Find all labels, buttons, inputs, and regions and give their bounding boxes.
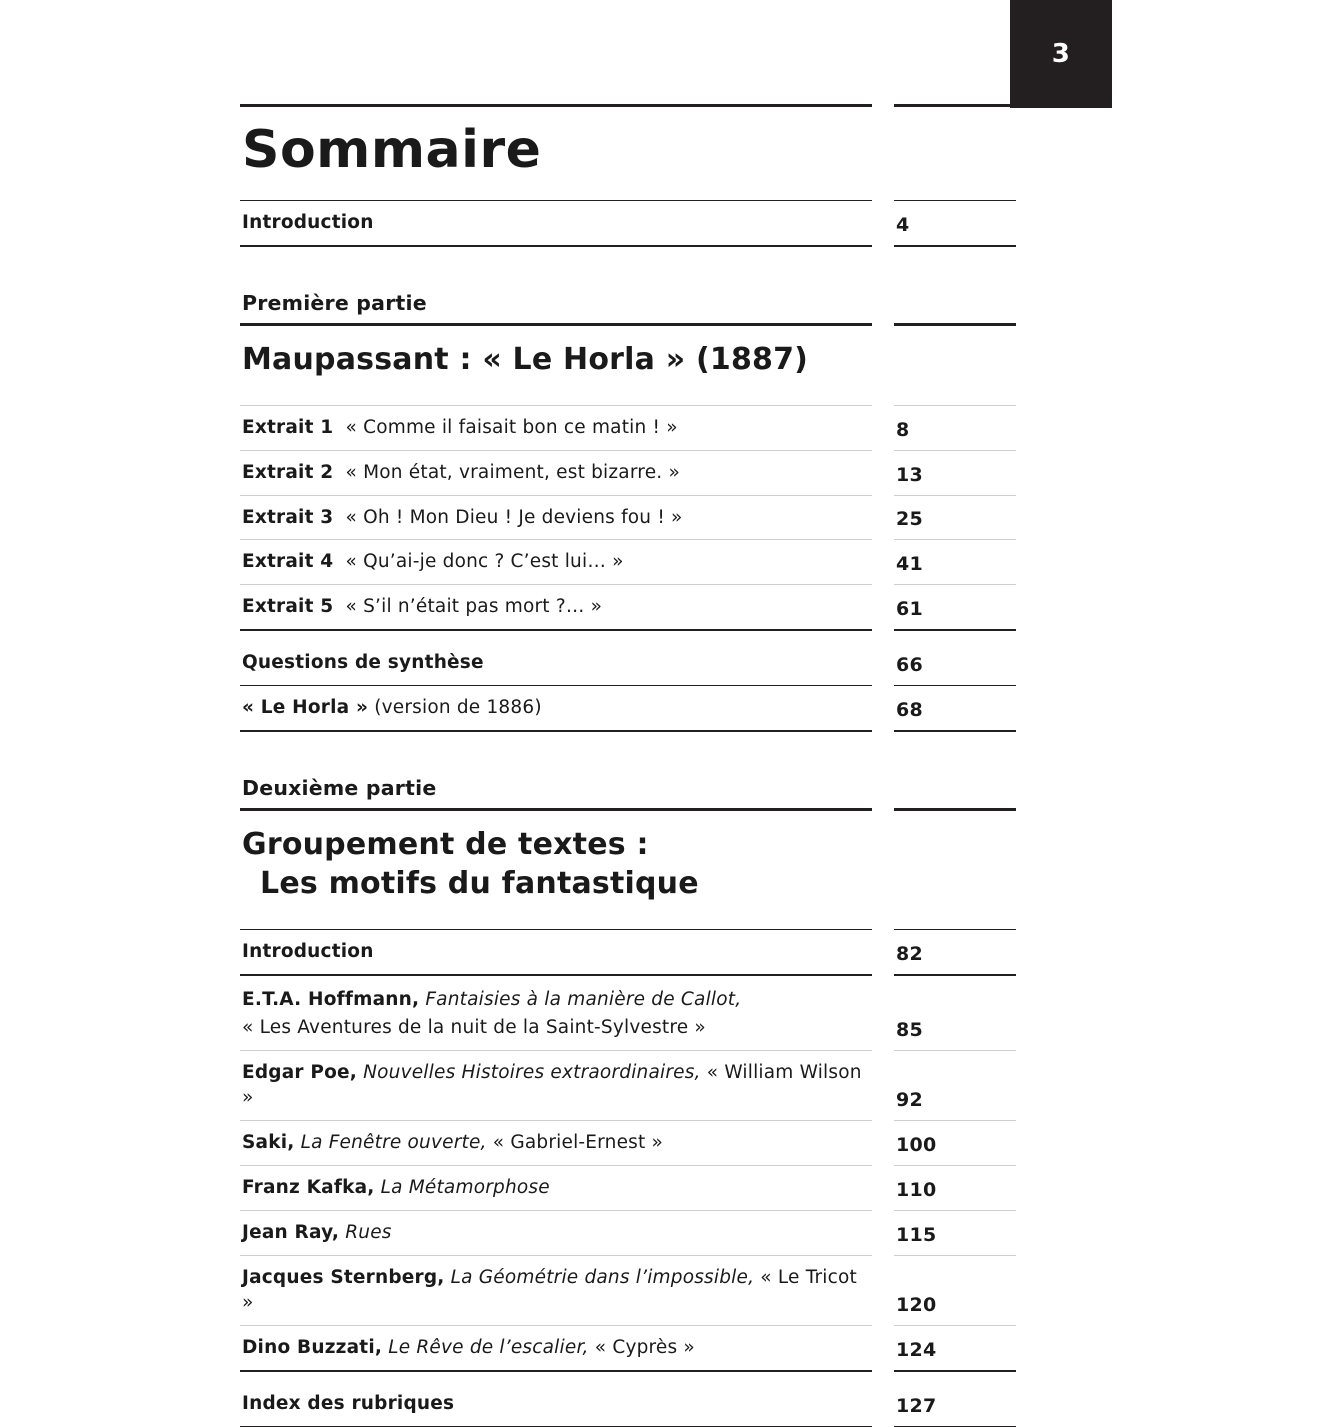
rule-right xyxy=(894,1165,1016,1166)
rule-right xyxy=(894,405,1016,406)
part2-title-line1: Groupement de textes : xyxy=(242,826,649,862)
entry-author: E.T.A. Hoffmann, xyxy=(242,988,420,1010)
entry-prefix: Extrait 3 xyxy=(242,506,334,528)
entry-text xyxy=(240,1166,862,1210)
entry-text xyxy=(240,976,862,1051)
entry-work: La Métamorphose xyxy=(374,1177,550,1199)
rule-right xyxy=(894,539,1016,540)
entry-work: Rues xyxy=(339,1222,392,1244)
toc-entry-jean-ray[interactable] xyxy=(240,1211,1016,1255)
toc-entry-extrait-1[interactable] xyxy=(240,406,1016,450)
entry-page: 115 xyxy=(896,1224,937,1247)
part1-label: Première partie xyxy=(242,290,427,315)
entry-text xyxy=(240,406,862,450)
rule-right xyxy=(894,1210,1016,1211)
rule-gap xyxy=(872,104,894,107)
entry-work: La Géométrie dans l’impossible, xyxy=(444,1267,755,1289)
entry-text xyxy=(240,686,862,730)
rule-right xyxy=(894,730,1016,732)
entry-page: 8 xyxy=(896,418,910,441)
rule-right xyxy=(894,450,1016,451)
entry-prefix: Extrait 2 xyxy=(242,461,334,483)
rule-left xyxy=(240,730,872,732)
entry-title: « Mon état, vraiment, est bizarre. » xyxy=(345,461,680,483)
entry-title: « Oh ! Mon Dieu ! Je deviens fou ! » xyxy=(345,506,683,528)
rules xyxy=(240,1370,1016,1372)
entry-extra: « Le Tricot » xyxy=(242,1267,857,1314)
entry-label: Index des rubriques xyxy=(242,1392,455,1414)
rule-right xyxy=(894,245,1016,247)
entry-extra: « Gabriel-Ernest » xyxy=(486,1132,664,1154)
toc-entry-introduction[interactable] xyxy=(240,201,1016,245)
entry-text xyxy=(240,585,862,629)
toc-entry-index-des-rubriques[interactable] xyxy=(240,1382,1016,1426)
entry-text xyxy=(240,1051,862,1120)
entry-title: « Qu’ai-je donc ? C’est lui… » xyxy=(345,551,624,573)
entry-prefix: Extrait 5 xyxy=(242,596,334,618)
entry-author: Jacques Sternberg, xyxy=(242,1267,445,1289)
part1-title-row xyxy=(240,326,1016,395)
entry-author: Franz Kafka, xyxy=(242,1177,375,1199)
rule-right xyxy=(894,1050,1016,1051)
entry-extra: « William Wilson » xyxy=(242,1062,862,1109)
entry-work: Le Rêve de l’escalier, xyxy=(382,1337,589,1359)
rule-left xyxy=(240,1370,872,1372)
part2-title-row xyxy=(240,811,1016,919)
entry-page: 82 xyxy=(896,943,924,966)
entry-page: 92 xyxy=(896,1089,924,1112)
entry-text xyxy=(240,496,862,540)
rule-right xyxy=(894,200,1016,202)
entry-text xyxy=(240,1121,862,1165)
entry-author: Edgar Poe, xyxy=(242,1062,358,1084)
rule-left xyxy=(240,245,872,247)
toc-entry-franz-kafka[interactable] xyxy=(240,1166,1016,1210)
entry-text xyxy=(240,1326,862,1370)
part2-title-line2: Les motifs du fantastique xyxy=(260,865,699,901)
entry-page: 13 xyxy=(896,463,924,486)
entry-extra: « Cyprès » xyxy=(588,1337,695,1359)
rule-left xyxy=(240,629,872,631)
page-number: 3 xyxy=(1051,39,1071,69)
toc-entry-extrait-2[interactable] xyxy=(240,451,1016,495)
toc-entry-extrait-3[interactable] xyxy=(240,496,1016,540)
part2-label: Deuxième partie xyxy=(242,775,437,800)
entry-text xyxy=(240,540,862,584)
entry-page: 85 xyxy=(896,1019,924,1042)
entry-work: Nouvelles Histoires extraordinaires, xyxy=(357,1062,701,1084)
entry-label: Introduction xyxy=(242,941,374,963)
rule-right xyxy=(894,974,1016,976)
entry-extra: « Les Aventures de la nuit de la Saint-Sylvestre » xyxy=(242,1016,706,1038)
entry-page: 61 xyxy=(896,598,924,621)
toc-entry-jacques-sternberg[interactable] xyxy=(240,1256,1016,1325)
toc-entry-part2-introduction[interactable] xyxy=(240,930,1016,974)
rule-right xyxy=(894,1325,1016,1326)
entry-text xyxy=(240,1256,862,1325)
entry-text xyxy=(240,1211,862,1255)
rule-right xyxy=(894,629,1016,631)
part1-title: Maupassant : « Le Horla » (1887) xyxy=(242,341,809,377)
rule-right xyxy=(894,808,1016,811)
rule-right xyxy=(894,323,1016,326)
entry-title-bold: « Le Horla » xyxy=(242,697,369,719)
page-title-row xyxy=(240,107,1016,200)
entry-title: « Comme il faisait bon ce matin ! » xyxy=(345,416,678,438)
toc-entry-saki[interactable] xyxy=(240,1121,1016,1165)
toc-entry-le-horla-1886[interactable] xyxy=(240,686,1016,730)
rule-right xyxy=(894,1370,1016,1372)
entry-label: Introduction xyxy=(242,212,374,234)
page-title: Sommaire xyxy=(242,120,542,180)
rule-right xyxy=(894,104,1016,107)
entry-author: Dino Buzzati, xyxy=(242,1337,383,1359)
intro-bottom-rules xyxy=(240,245,1016,247)
entry-page: 25 xyxy=(896,508,924,531)
entry-work: Fantaisies à la manière de Callot, xyxy=(419,988,742,1010)
toc-entry-questions-de-synthese[interactable] xyxy=(240,641,1016,685)
part2-label-row xyxy=(240,762,1016,808)
part2-title xyxy=(240,811,862,919)
rule-right xyxy=(894,1255,1016,1256)
entry-page: 127 xyxy=(896,1394,937,1417)
entry-work: La Fenêtre ouverte, xyxy=(294,1132,487,1154)
entry-author: Jean Ray, xyxy=(242,1222,340,1244)
entry-text xyxy=(240,451,862,495)
rules xyxy=(240,730,1016,732)
rules xyxy=(240,629,1016,631)
entry-page: 41 xyxy=(896,553,924,576)
entry-page: 110 xyxy=(896,1179,937,1202)
toc-entry-extrait-4[interactable] xyxy=(240,540,1016,584)
rule-right xyxy=(894,929,1016,931)
toc-entry-dino-buzzati[interactable] xyxy=(240,1326,1016,1370)
entry-label: Questions de synthèse xyxy=(242,651,484,673)
entry-title-rest: (version de 1886) xyxy=(368,697,542,719)
entry-author: Saki, xyxy=(242,1132,295,1154)
part1-label-row xyxy=(240,277,1016,323)
entry-title: « S’il n’était pas mort ?… » xyxy=(345,596,603,618)
table-of-contents xyxy=(240,104,1016,1427)
entry-page: 124 xyxy=(896,1339,937,1362)
entry-page: 66 xyxy=(896,653,924,676)
entry-page: 4 xyxy=(896,214,910,237)
toc-entry-extrait-5[interactable] xyxy=(240,585,1016,629)
entry-page: 100 xyxy=(896,1134,937,1157)
rule-right xyxy=(894,685,1016,687)
entry-page: 68 xyxy=(896,699,924,722)
rule-right xyxy=(894,1120,1016,1121)
toc-entry-edgar-poe[interactable] xyxy=(240,1051,1016,1120)
page-number-tab xyxy=(1010,0,1112,108)
rule-right xyxy=(894,584,1016,585)
entry-prefix: Extrait 4 xyxy=(242,551,334,573)
entry-page: 120 xyxy=(896,1294,937,1317)
rule-right xyxy=(894,495,1016,496)
toc-entry-hoffmann[interactable] xyxy=(240,976,1016,1051)
entry-prefix: Extrait 1 xyxy=(242,416,334,438)
